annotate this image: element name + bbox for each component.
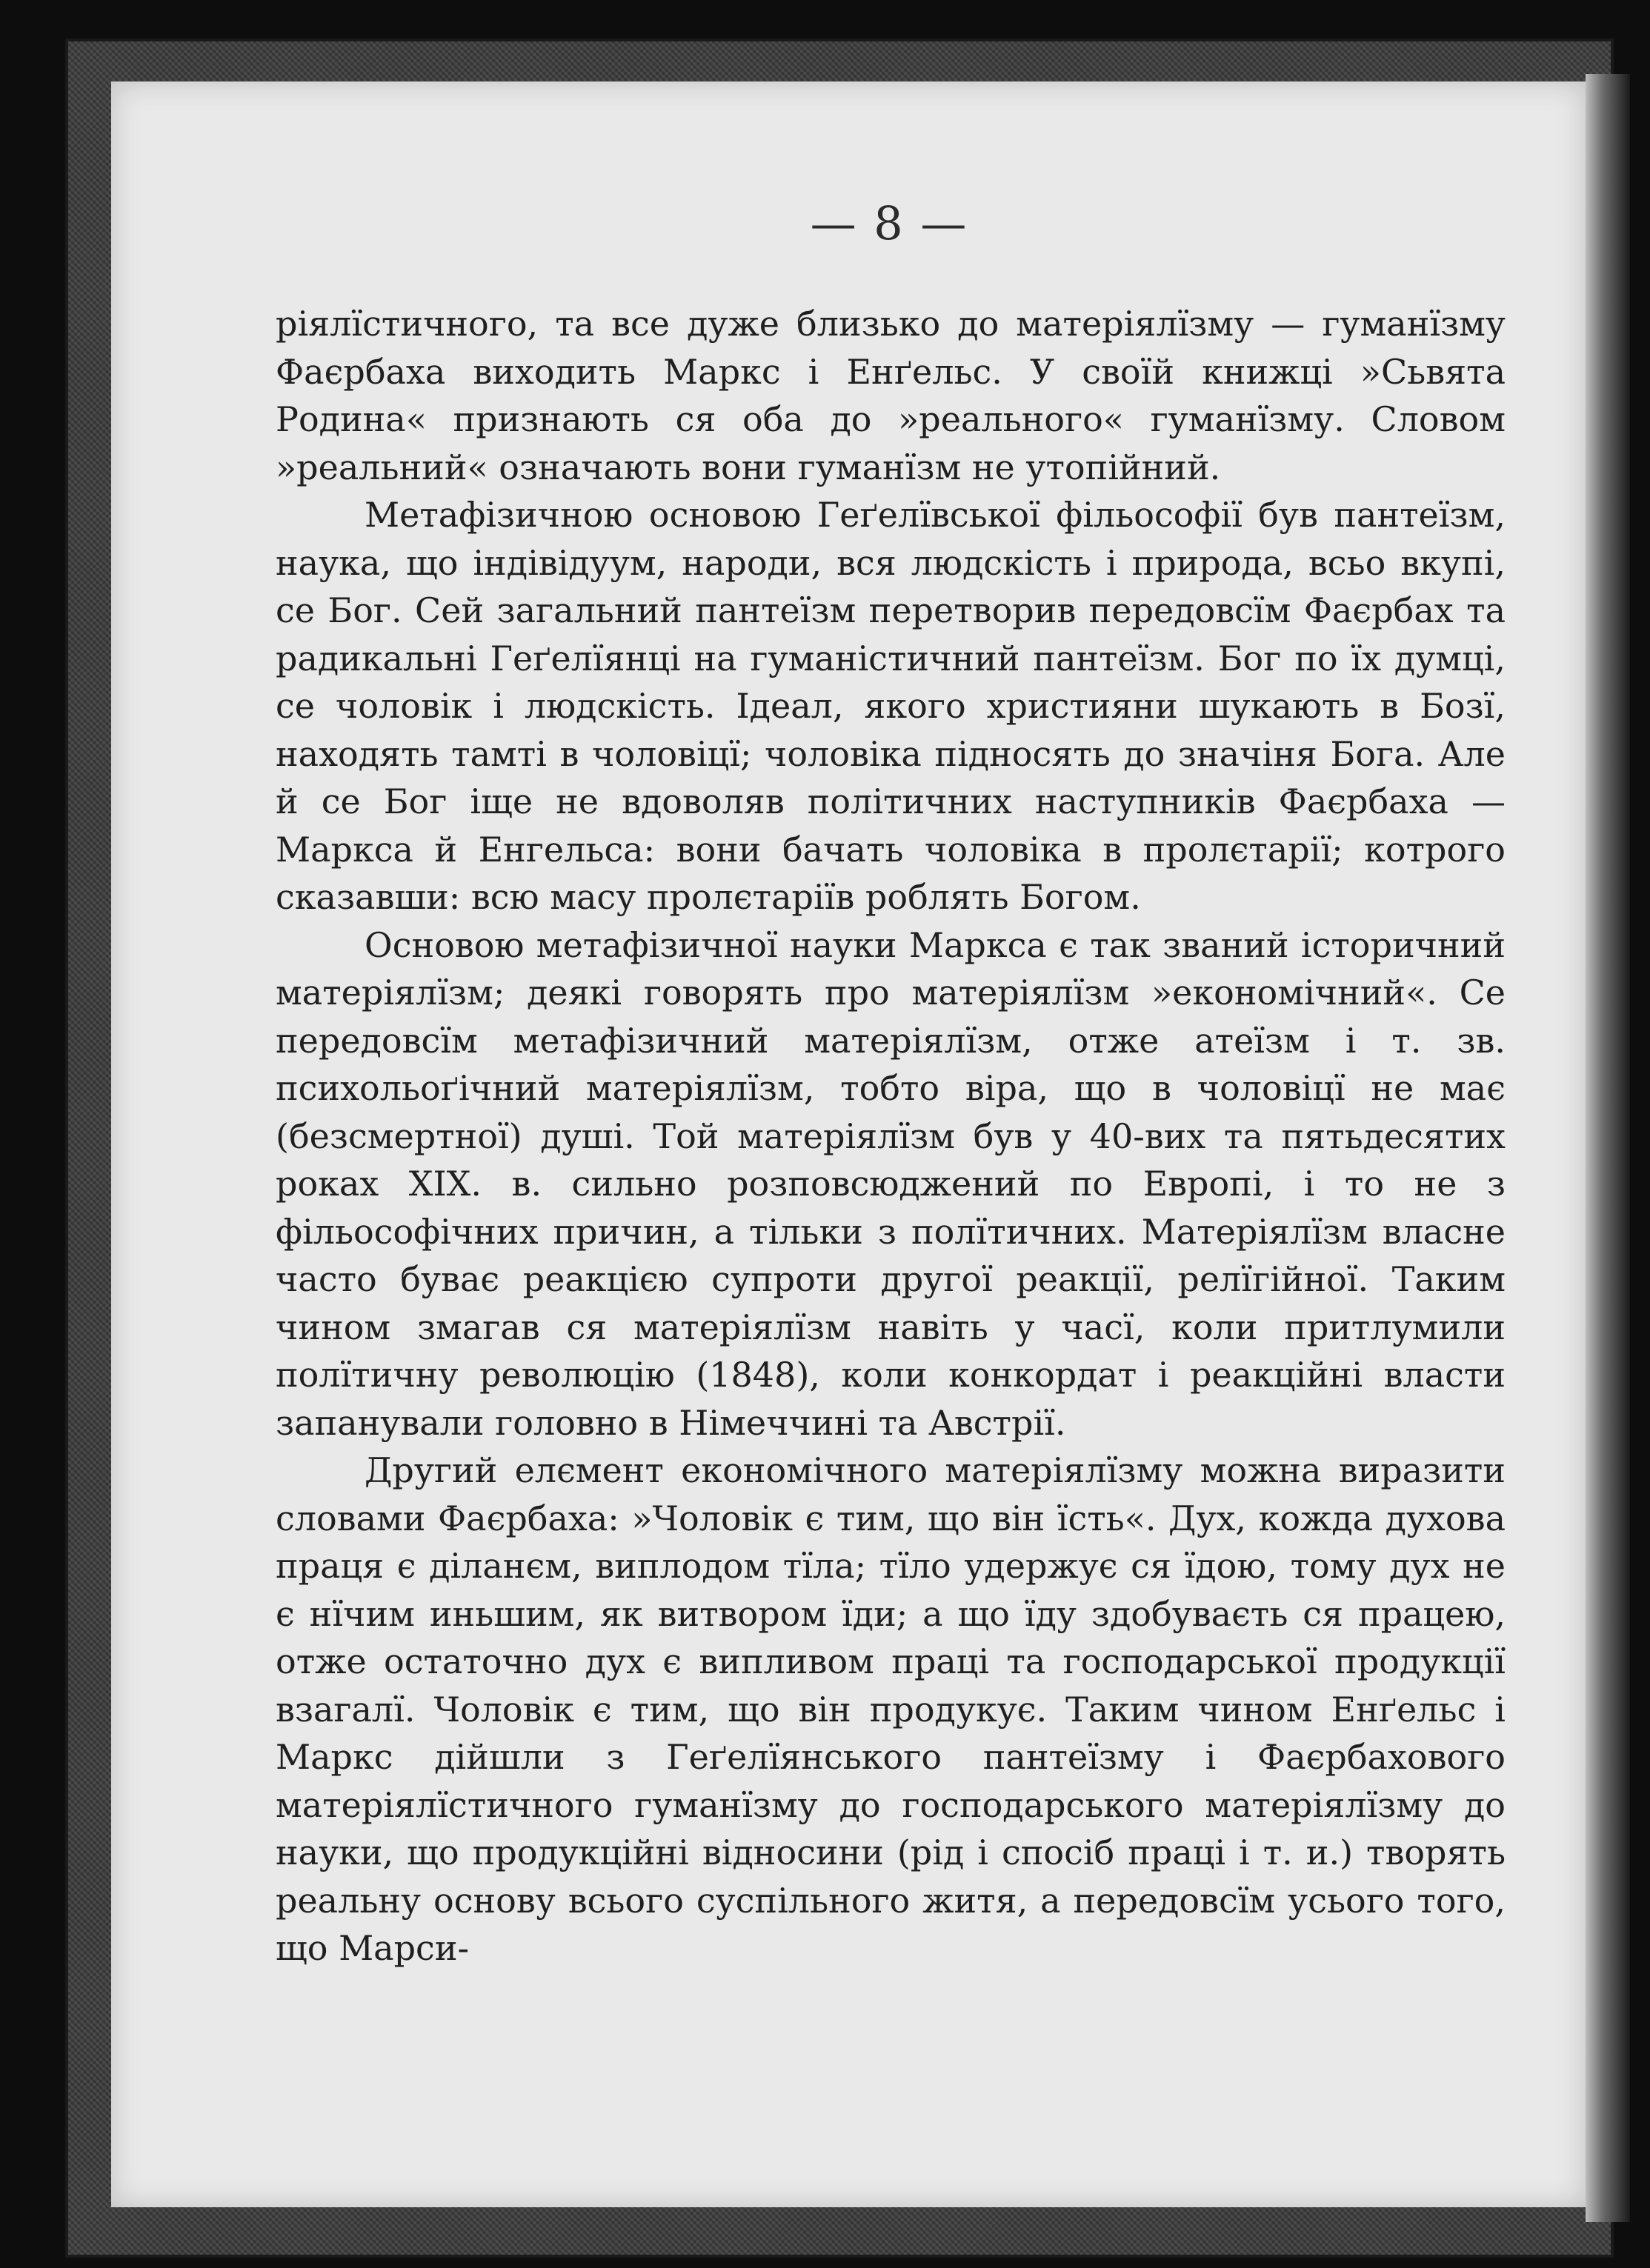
- paragraph-2: Метафізичною основою Геґелївської фільософії був пантеїзм, наука, що індівідуум, народи, вся людскість і природа, всьо вкупі, се Бог. Сей загальний пантеїзм перетворив передовсїм Фаєрбах та радикальні Геґелїянці на гуманістичний пантеїзм. Бог по їх думці, се чоловік і людскість. Ідеал, якого християни шукають в Бозї, находять тамті в чоловіцї; чоловіка підносять до значіня Бога. Але й се Бог іще не вдоволяв політичних наступників Фаєрбаха — Маркса й Енгельса: вони бачать чоловіка в пролєтарії; котрого сказавши: всю масу пролєтаріїв роблять Богом.: [276, 495, 1506, 917]
- page-number: — 8 —: [810, 196, 968, 250]
- paragraph-1: ріялїстичного, та все дуже близько до матеріялїзму — гуманїзму Фаєрбаха виходить Маркс і Енґельс. У своїй книжці »Сьвята Родина« признають ся оба до »реального« гуманїзму. Словом »реальний« означають вони гуманїзм не утопійний.: [276, 304, 1506, 487]
- paragraph-4: Другий елємент економічного матеріялїзму можна виразити словами Фаєрбаха: »Чоловік є тим, що він їсть«. Дух, кожда духова праця є діланєм, виплодом тїла; тїло удержує ся їдою, тому дух не є нїчим иньшим, як витвором їди; а що їду здобуваєть ся працею, отже остаточно дух є випливом праці та господарської продукції взагалї. Чоловік є тим, що він продукує. Таким чином Енґельс і Маркс дійшли з Геґелїянського пантеїзму і Фаєрбахового матеріялїстичного гуманїзму до господарського матеріялїзму до науки, що продукційні відносини (рід і спосіб праці і т. и.) творять реальну основу всього суспільного житя, а передовсїм усього того, що Марси-: [276, 1450, 1506, 1968]
- paragraph-3: Основою метафізичної науки Маркса є так званий історичний матеріялїзм; деякі говорять про матеріялїзм »економічний«. Се передовсїм метафізичний матеріялїзм, отже атеїзм і т. зв. психольоґічний матеріялїзм, тобто віра, що в чоловіцї не має (безсмертної) душі. Той матеріялїзм був у 40-вих та пятьдесятих роках XIX. в. сильно розповсюджений по Европі, і то не з фільософічних причин, а тільки з полїтичних. Матеріялїзм власне часто буває реакцією супроти другої реакції, релїгійної. Таким чином змагав ся матеріялїзм навіть у часї, коли притлумили полїтичну революцію (1848), коли конкордат і реакційні власти запанували головно в Німеччині та Австрії.: [276, 924, 1506, 1443]
- page-edge-shadow: [1586, 74, 1630, 2222]
- body-text: [276, 300, 1506, 1972]
